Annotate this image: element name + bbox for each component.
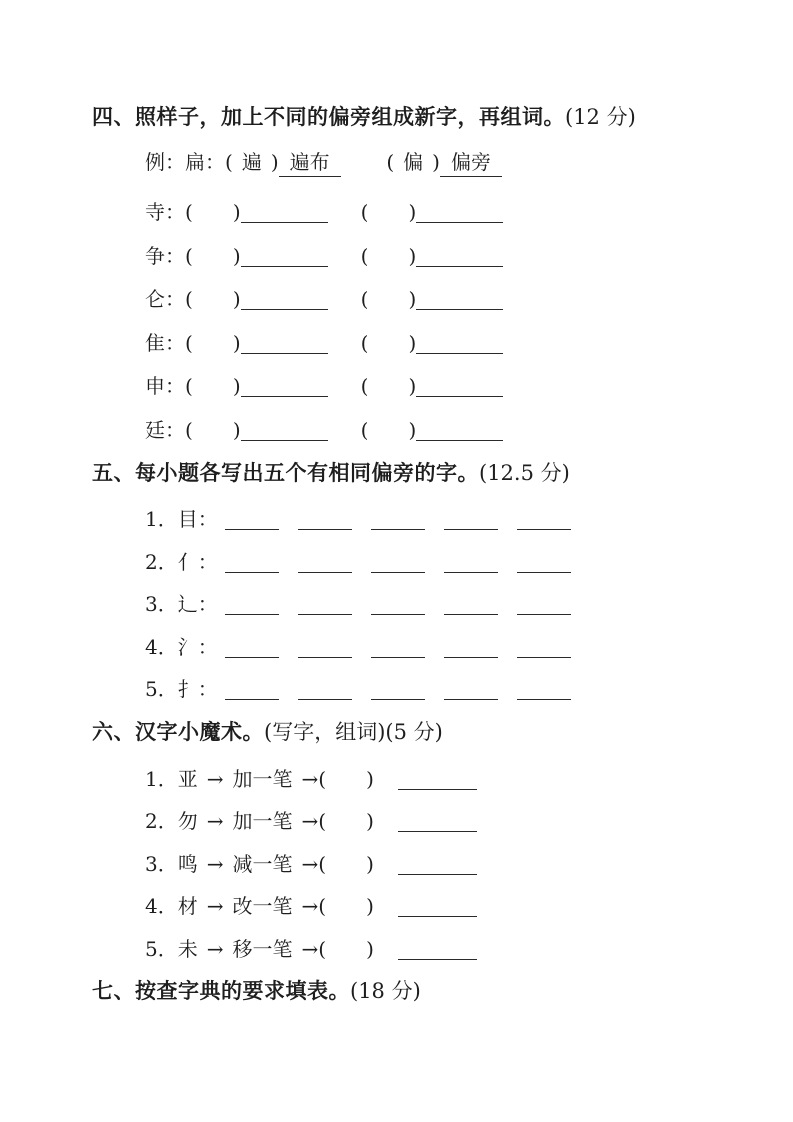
- char-row: [145, 417, 753, 444]
- colon: ：: [165, 417, 185, 442]
- close-paren: ): [366, 894, 374, 918]
- radical-char: 亻: [177, 549, 198, 574]
- open-paren: (: [185, 287, 193, 311]
- char-blank: [444, 559, 498, 573]
- word-blank: [398, 946, 477, 960]
- open-paren: (: [318, 766, 327, 791]
- colon: ：: [197, 507, 218, 531]
- arrow-icon: →: [301, 894, 319, 918]
- arrow-icon: →: [301, 851, 319, 876]
- close-paren: ): [366, 766, 374, 791]
- item-number: 5．: [145, 936, 178, 961]
- item-number: 2．: [145, 549, 178, 574]
- arrow-icon: →: [206, 851, 224, 876]
- char-row: [145, 286, 753, 313]
- base-char: 争: [145, 243, 165, 268]
- word-blank: [241, 209, 328, 223]
- close-paren: ): [232, 200, 241, 224]
- word-blank: [416, 209, 503, 223]
- open-paren: (: [318, 894, 327, 918]
- char-blank: [225, 686, 279, 700]
- char-blank: [225, 559, 279, 573]
- char-blank: [298, 644, 352, 658]
- item-number: 3．: [145, 851, 178, 876]
- char-blank: [371, 516, 425, 530]
- close-paren: ): [432, 150, 440, 174]
- source-char: 未: [177, 936, 198, 961]
- close-paren: ): [232, 243, 241, 268]
- item-number: 3．: [145, 592, 178, 616]
- arrow-icon: →: [206, 766, 224, 791]
- close-paren: ): [366, 936, 374, 961]
- radical-row: [145, 676, 753, 703]
- open-paren: (: [360, 417, 369, 442]
- base-char: 廷: [145, 417, 165, 442]
- source-char: 亚: [177, 766, 198, 791]
- radical-row: [145, 549, 753, 576]
- open-paren: (: [185, 374, 193, 398]
- close-paren: ): [408, 287, 417, 311]
- char-row: [145, 243, 753, 270]
- radical-char: 辶: [177, 592, 198, 616]
- word-blank: [416, 383, 503, 397]
- char-blank: [225, 601, 279, 615]
- section-5-title: 五、每小题各写出五个有相同偏旁的字。: [92, 461, 479, 485]
- arrow-icon: →: [301, 936, 319, 961]
- radical-row: [145, 506, 753, 533]
- colon: ：: [197, 677, 218, 701]
- word-blank: [416, 253, 503, 267]
- char-row: [145, 373, 753, 400]
- char-blank: [444, 516, 498, 530]
- word-blank: [241, 383, 328, 397]
- word-blank: [398, 861, 477, 875]
- arrow-icon: →: [301, 766, 319, 791]
- magic-row: [145, 851, 753, 878]
- base-char: 申: [145, 374, 165, 398]
- item-number: 1．: [145, 507, 178, 531]
- open-paren: (: [185, 200, 193, 224]
- close-paren: ): [232, 330, 241, 355]
- open-paren: (: [318, 851, 327, 876]
- base-char: 隹: [145, 330, 165, 355]
- source-char: 材: [177, 894, 198, 918]
- item-number: 4．: [145, 634, 178, 659]
- char-blank: [298, 601, 352, 615]
- radical-char: 氵: [177, 634, 198, 659]
- example-answer-1: 遍布: [279, 149, 341, 177]
- operation: 加一笔: [232, 766, 293, 791]
- word-blank: [416, 427, 503, 441]
- section-5-heading: [92, 460, 753, 486]
- char-blank: [298, 559, 352, 573]
- char-blank: [517, 559, 571, 573]
- magic-row: [145, 808, 753, 835]
- char-blank: [225, 644, 279, 658]
- char-blank: [371, 601, 425, 615]
- close-paren: ): [232, 374, 241, 398]
- char-blank: [298, 516, 352, 530]
- section-6-heading: [92, 719, 753, 745]
- colon: ：: [165, 287, 185, 311]
- word-blank: [241, 296, 328, 310]
- example-answer-2: 偏旁: [440, 149, 502, 177]
- close-paren: ): [408, 417, 417, 442]
- radical-char: 扌: [177, 677, 198, 701]
- open-paren: (: [360, 200, 369, 224]
- example-char-1: 遍: [241, 150, 262, 174]
- word-blank: [398, 903, 477, 917]
- example-label: 例：扁：: [145, 150, 225, 174]
- word-blank: [416, 340, 503, 354]
- section-4-title: 四、照样子，加上不同的偏旁组成新字，再组词。: [92, 105, 565, 129]
- open-paren: (: [185, 243, 193, 268]
- char-blank: [371, 644, 425, 658]
- section-4-score: (12 分): [565, 105, 636, 129]
- arrow-icon: →: [206, 936, 224, 961]
- colon: ：: [165, 200, 185, 224]
- char-blank: [517, 644, 571, 658]
- base-char: 寺: [145, 200, 165, 224]
- colon: ：: [197, 592, 218, 616]
- example-char-2: 偏: [403, 150, 424, 174]
- close-paren: ): [408, 243, 417, 268]
- open-paren: (: [386, 150, 395, 174]
- open-paren: (: [225, 150, 233, 174]
- item-number: 1．: [145, 766, 178, 791]
- char-blank: [444, 644, 498, 658]
- close-paren: ): [232, 417, 241, 442]
- example-line: [145, 149, 753, 177]
- char-blank: [444, 601, 498, 615]
- source-char: 鸣: [177, 851, 198, 876]
- section-7-score: (18 分): [350, 979, 421, 1003]
- arrow-icon: →: [206, 894, 224, 918]
- section-6-subtitle: (写字，组词)(5 分): [264, 719, 443, 744]
- open-paren: (: [360, 243, 369, 268]
- colon: ：: [165, 243, 185, 268]
- open-paren: (: [360, 330, 369, 355]
- operation: 移一笔: [232, 936, 293, 961]
- section-7-title: 七、按查字典的要求填表。: [92, 979, 350, 1003]
- magic-row: [145, 766, 753, 793]
- word-blank: [398, 776, 477, 790]
- char-blank: [444, 686, 498, 700]
- word-blank: [241, 253, 328, 267]
- word-blank: [241, 427, 328, 441]
- open-paren: (: [360, 374, 369, 398]
- operation: 减一笔: [232, 851, 293, 876]
- radical-row: [145, 634, 753, 661]
- char-blank: [517, 601, 571, 615]
- char-row: [145, 199, 753, 226]
- word-blank: [398, 818, 477, 832]
- close-paren: ): [408, 330, 417, 355]
- section-4-heading: [92, 104, 753, 130]
- section-5-score: (12.5 分): [479, 461, 570, 485]
- word-blank: [416, 296, 503, 310]
- section-6-title: 六、汉字小魔术。: [92, 719, 264, 744]
- item-number: 4．: [145, 894, 178, 918]
- close-paren: ): [366, 809, 374, 833]
- radical-char: 目: [177, 507, 198, 531]
- operation: 加一笔: [232, 809, 293, 833]
- operation: 改一笔: [232, 894, 293, 918]
- magic-row: [145, 893, 753, 920]
- colon: ：: [165, 330, 185, 355]
- char-blank: [517, 686, 571, 700]
- char-blank: [298, 686, 352, 700]
- char-blank: [371, 686, 425, 700]
- source-char: 勿: [177, 809, 198, 833]
- open-paren: (: [360, 287, 369, 311]
- section-7-heading: [92, 978, 753, 1004]
- close-paren: ): [366, 851, 374, 876]
- open-paren: (: [318, 809, 327, 833]
- close-paren: ): [408, 374, 417, 398]
- char-blank: [371, 559, 425, 573]
- open-paren: (: [185, 330, 193, 355]
- close-paren: ): [408, 200, 417, 224]
- open-paren: (: [318, 936, 327, 961]
- open-paren: (: [185, 417, 193, 442]
- colon: ：: [197, 549, 218, 574]
- char-blank: [517, 516, 571, 530]
- char-row: [145, 330, 753, 357]
- char-blank: [225, 516, 279, 530]
- close-paren: ): [270, 150, 279, 174]
- item-number: 5．: [145, 677, 178, 701]
- arrow-icon: →: [206, 809, 224, 833]
- item-number: 2．: [145, 809, 178, 833]
- colon: ：: [165, 374, 185, 398]
- arrow-icon: →: [301, 809, 319, 833]
- magic-row: [145, 936, 753, 963]
- word-blank: [241, 340, 328, 354]
- radical-row: [145, 591, 753, 618]
- close-paren: ): [232, 287, 241, 311]
- colon: ：: [197, 634, 218, 659]
- base-char: 仑: [145, 287, 165, 311]
